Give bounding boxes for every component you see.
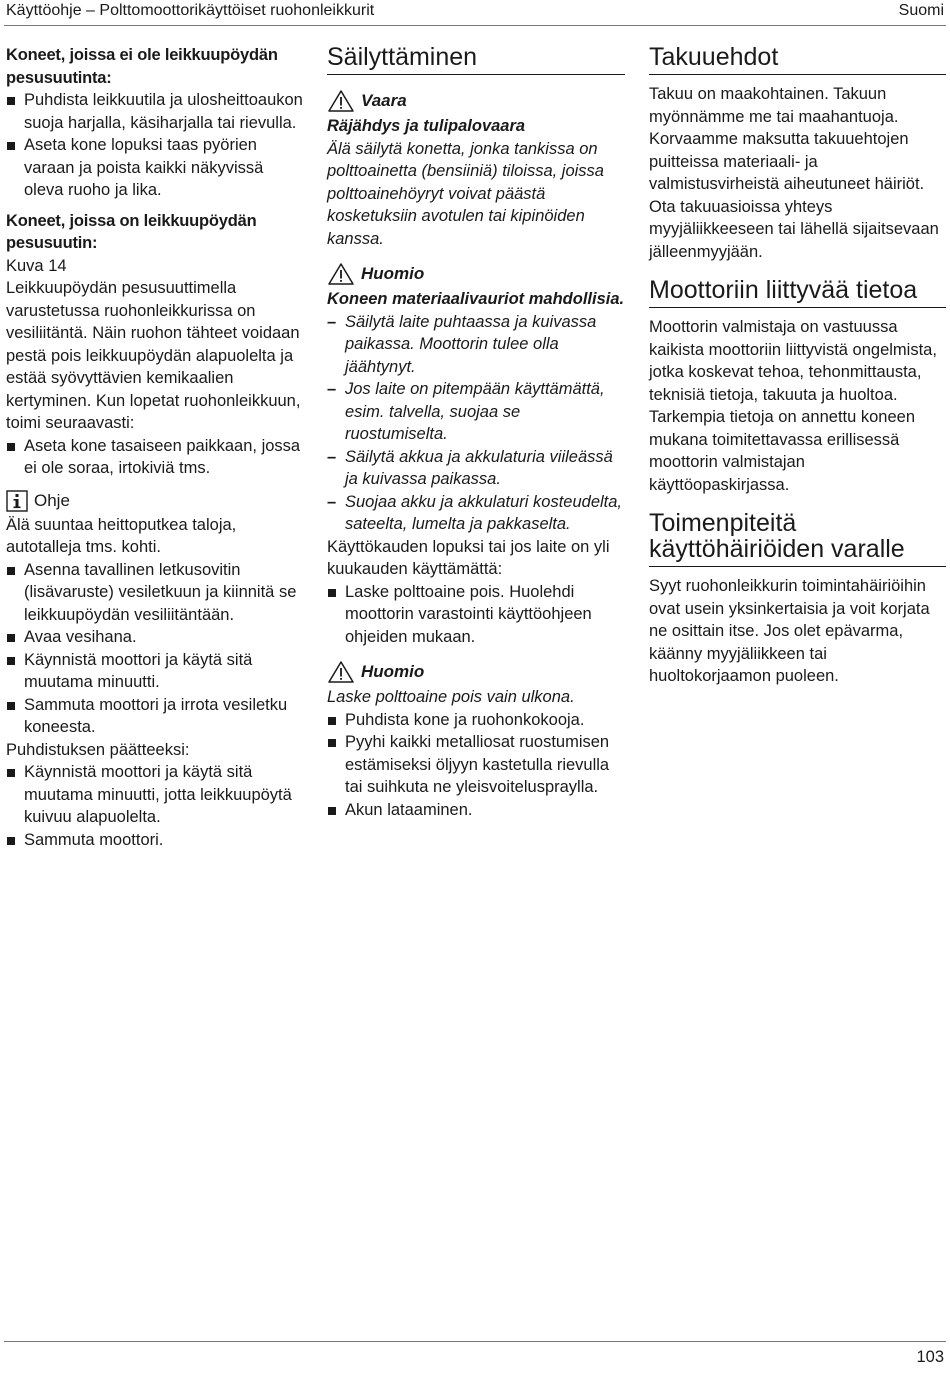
figure-reference: Kuva 14 bbox=[6, 256, 67, 275]
caution-heading: Koneen materiaalivauriot mahdollisia. bbox=[327, 290, 625, 308]
section-title-warranty: Takuuehdot bbox=[649, 44, 946, 75]
list-storage-steps bbox=[327, 709, 625, 822]
section-title-troubleshooting: Toimenpiteitä käyttöhäiriöiden varalle bbox=[649, 510, 946, 567]
column-cleaning bbox=[6, 44, 306, 851]
list-item: Aseta kone lopuksi taas pyörien varaan ja poista kaikki näkyvissä oleva ruoho ja lika. bbox=[6, 134, 306, 202]
note-header bbox=[6, 490, 306, 512]
list-washer-steps bbox=[6, 559, 306, 739]
danger-label: Vaara bbox=[361, 91, 407, 110]
list-item: – Suojaa akku ja akkulaturi kosteudelta, sateelta, lumelta ja pakkaselta. bbox=[327, 491, 625, 536]
list-item: Akun lataaminen. bbox=[327, 799, 625, 822]
paragraph-engine: Moottorin valmistaja on vastuussa kaikista moottoriin liittyvistä ongelmista, jotka koskevat tehoa, tehonmittausta, teknisiä tietoja, takuuta ja huoltoa. Tarkempia tietoja on annettu koneen mukana toimitettavassa erillisessä moottorin valmistajan käyttöopaskirjassa. bbox=[649, 318, 937, 494]
list-item: Laske polttoaine pois. Huolehdi moottorin varastointi käyttöohjeen ohjeiden mukaan. bbox=[327, 581, 625, 649]
page-number: 103 bbox=[916, 1348, 944, 1366]
list-item: – Säilytä laite puhtaassa ja kuivassa paikassa. Moottorin tulee olla jäähtynyt. bbox=[327, 311, 625, 379]
paragraph-warranty: Takuu on maakohtainen. Takuun myönnämme me tai maahantuoja. Korvaamme maksutta takuuehtojen puitteissa materiaali- ja valmistusvirheistä aiheutuneet häiriöt. Ota takuuasioissa yhteys myyjäliikkeeseen tai lähellä sijaitsevaan jälleenmyyjään. bbox=[649, 85, 939, 261]
list-season-end bbox=[327, 581, 625, 649]
caution-list bbox=[327, 311, 625, 536]
list-item: Käynnistä moottori ja käytä sitä muutama minuutti, jotta leikkuupöytä kuivuu alapuolelta. bbox=[6, 761, 306, 829]
warning-triangle-icon bbox=[327, 660, 355, 684]
list-item: Sammuta moottori. bbox=[6, 829, 306, 852]
header-language: Suomi bbox=[898, 2, 944, 19]
list-item: Avaa vesihana. bbox=[6, 626, 306, 649]
footer-rule bbox=[4, 1341, 946, 1342]
subheading-with-washer: Koneet, joissa on leikkuupöydän pesusuutin: bbox=[6, 211, 257, 252]
caution-label: Huomio bbox=[361, 264, 425, 283]
danger-header bbox=[327, 89, 625, 113]
note-label: Ohje bbox=[34, 490, 70, 510]
paragraph-troubleshooting: Syyt ruohonleikkurin toimintahäiriöihin ovat usein yksinkertaisia ja voit korjata ne osittain itse. Jos olet epävarma, käänny myyjäliikkeen tai huoltokorjaamon puoleen. bbox=[649, 577, 930, 685]
header-rule bbox=[4, 25, 946, 26]
column-storage bbox=[327, 44, 625, 821]
list-item: Puhdista kone ja ruohonkokooja. bbox=[327, 709, 625, 732]
section-title-engine: Moottoriin liittyvää tietoa bbox=[649, 277, 946, 308]
caution-header-2 bbox=[327, 660, 625, 684]
list-no-washer bbox=[6, 89, 306, 202]
list-item: Käynnistä moottori ja käytä sitä muutama minuutti. bbox=[6, 649, 306, 694]
caution-text-2: Laske polttoaine pois vain ulkona. bbox=[327, 688, 575, 706]
paragraph-washer: Leikkuupöydän pesusuuttimella varustetussa ruohonleikkurissa on vesiliitäntä. Näin ruohon tähteet voidaan pestä pois leikkuupöydän alapuolelta ja estää syövyttävien kemikaalien kertyminen. Kun lopetat ruohonleikkuun, toimi seuraavasti: bbox=[6, 279, 301, 432]
warning-triangle-icon bbox=[327, 262, 355, 286]
list-item: Aseta kone tasaiseen paikkaan, jossa ei ole soraa, irtokiviä tms. bbox=[6, 435, 306, 480]
paragraph-finish: Puhdistuksen päätteeksi: bbox=[6, 740, 190, 759]
list-item: Puhdista leikkuutila ja ulosheittoaukon suoja harjalla, käsiharjalla tai rievulla. bbox=[6, 89, 306, 134]
header-title: Käyttöohje – Polttomoottorikäyttöiset ruohonleikkurit bbox=[6, 2, 375, 19]
page-header bbox=[6, 2, 944, 24]
list-item: – Jos laite on pitempään käyttämättä, esim. talvella, suojaa se ruostumiselta. bbox=[327, 378, 625, 446]
info-icon bbox=[6, 490, 28, 512]
caution-label-2: Huomio bbox=[361, 662, 425, 681]
warning-triangle-icon bbox=[327, 89, 355, 113]
note-text: Älä suuntaa heittoputkea taloja, autotalleja tms. kohti. bbox=[6, 515, 237, 556]
section-title-storage: Säilyttäminen bbox=[327, 44, 625, 75]
list-item: – Säilytä akkua ja akkulaturia viileässä ja kuivassa paikassa. bbox=[327, 446, 625, 491]
subheading-no-washer: Koneet, joissa ei ole leikkuupöydän pesusuutinta: bbox=[6, 46, 278, 87]
column-warranty bbox=[649, 44, 946, 698]
list-item: Pyyhi kaikki metalliosat ruostumisen estämiseksi öljyyn kastetulla rievulla tai suihkuta ne yleisvoiteluspraylla. bbox=[327, 731, 625, 799]
danger-heading: Räjähdys ja tulipalovaara bbox=[327, 117, 526, 135]
danger-text: Älä säilytä konetta, jonka tankissa on polttoainetta (bensiiniä) tiloissa, joissa polttoainehöyryt voivat päästä kosketuksiin avotulen tai kipinöiden kanssa. bbox=[327, 139, 604, 248]
list-finish bbox=[6, 761, 306, 851]
list-washer-prep bbox=[6, 435, 306, 480]
paragraph-season-end: Käyttökauden lopuksi tai jos laite on yli kuukauden käyttämättä: bbox=[327, 537, 610, 578]
list-item: Asenna tavallinen letkusovitin (lisävaruste) vesiletkuun ja kiinnitä se leikkuupöydän vesiliitäntään. bbox=[6, 559, 306, 627]
list-item: Sammuta moottori ja irrota vesiletku koneesta. bbox=[6, 694, 306, 739]
caution-header bbox=[327, 262, 625, 286]
